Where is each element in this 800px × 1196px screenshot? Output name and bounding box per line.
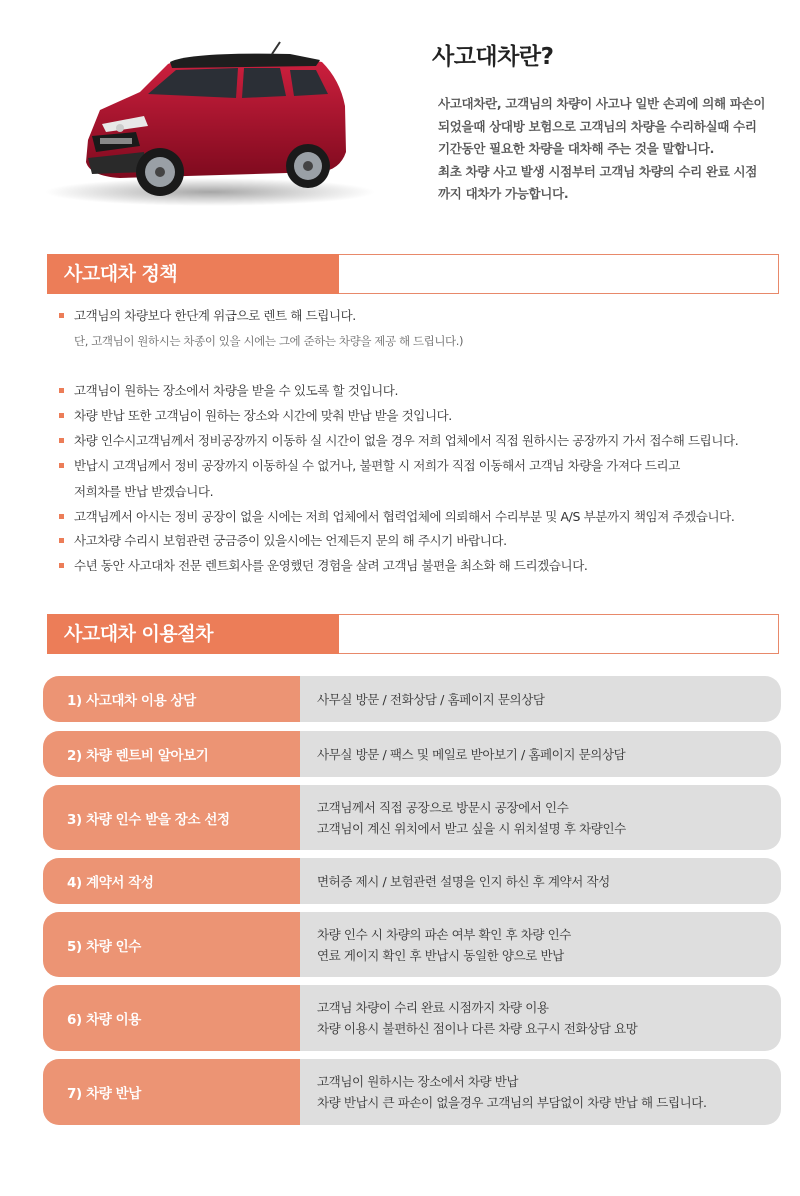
step-desc-line: 고객님 차량이 수리 완료 시점까지 차량 이용 (317, 1000, 549, 1015)
step-description (300, 858, 781, 904)
step-desc-line: 고객님이 원하시는 장소에서 차량 반납 (317, 1074, 519, 1089)
procedure-step-6 (43, 985, 781, 1051)
step-label: 7) 차량 반납 (43, 1059, 300, 1125)
step-desc-line: 차량 반납시 큰 파손이 없을경우 고객님의 부담없이 차량 반납 해 드립니다. (317, 1095, 707, 1110)
intro-description (438, 93, 790, 206)
policy-item: 차량 인수시고객님께서 정비공장까지 이동하 실 시간이 없을 경우 저희 업체에서 직접 원하시는 공장까지 가서 접수해 드립니다. (58, 431, 738, 449)
policy-item: 차량 반납 또한 고객님이 원하는 장소와 시간에 맞춰 반납 받을 것입니다. (58, 406, 452, 424)
step-desc-line: 면허증 제시 / 보험관련 설명을 인지 하신 후 계약서 작성 (317, 873, 610, 889)
procedure-step-3 (43, 785, 781, 850)
policy-item: 반납시 고객님께서 정비 공장까지 이동하실 수 없거나, 불편할 시 저희가 직접 이동해서 고객님 차량을 가져다 드리고 (58, 456, 680, 474)
step-description (300, 1059, 781, 1125)
intro-section (0, 0, 800, 230)
intro-desc-line: 까지 대차가 가능합니다. (438, 186, 569, 201)
policy-item-continued: 저희차를 반납 받겠습니다. (74, 484, 214, 499)
step-desc-line: 고객님이 계신 위치에서 받고 싶을 시 위치설명 후 차량인수 (317, 820, 626, 836)
policy-item: 수년 동안 사고대차 전문 렌트회사를 운영했던 경험을 살려 고객님 불편을 최소화 해 드리겠습니다. (58, 556, 587, 574)
step-label: 6) 차량 이용 (43, 985, 300, 1051)
intro-desc-line: 사고대차란, 고객님의 차량이 사고나 일반 손괴에 의해 파손이 (438, 96, 766, 111)
policy-item: 고객님께서 아시는 정비 공장이 없을 시에는 저희 업체에서 협력업체에 의뢰해서 수리부분 및 A/S 부분까지 책임져 주겠습니다. (58, 507, 734, 525)
policy-section-header (47, 254, 779, 294)
procedure-section-header (47, 614, 779, 654)
step-label: 4) 계약서 작성 (43, 858, 300, 904)
step-label: 1) 사고대차 이용 상담 (43, 676, 300, 722)
step-desc-line: 연료 게이지 확인 후 반납시 동일한 양으로 반납 (317, 947, 564, 963)
policy-item: 고객님의 차량보다 한단계 위급으로 렌트 해 드립니다. (58, 306, 356, 324)
procedure-step-7 (43, 1059, 781, 1125)
policy-item: 고객님이 원하는 장소에서 차량을 받을 수 있도록 할 것입니다. (58, 381, 398, 399)
car-image (40, 40, 380, 210)
intro-title: 사고대차란? (432, 44, 554, 70)
policy-section-title: 사고대차 정책 (47, 254, 339, 294)
step-desc-line: 사무실 방문 / 전화상담 / 홈페이지 문의상담 (317, 691, 545, 707)
procedure-step-5 (43, 912, 781, 977)
step-description (300, 676, 781, 722)
step-label: 5) 차량 인수 (43, 912, 300, 977)
step-description (300, 985, 781, 1051)
step-description (300, 785, 781, 850)
intro-desc-line: 기간동안 필요한 차량을 대차해 주는 것을 말합니다. (438, 141, 715, 156)
step-description (300, 731, 781, 777)
step-description (300, 912, 781, 977)
procedure-step-2 (43, 731, 781, 777)
step-desc-line: 사무실 방문 / 팩스 및 메일로 받아보기 / 홈페이지 문의상담 (317, 746, 626, 762)
procedure-step-4 (43, 858, 781, 904)
step-desc-line: 고객님께서 직접 공장으로 방문시 공장에서 인수 (317, 799, 569, 815)
step-desc-line: 차량 인수 시 차량의 파손 여부 확인 후 차량 인수 (317, 926, 571, 942)
procedure-section-title: 사고대차 이용절차 (47, 614, 339, 654)
intro-desc-line: 최초 차량 사고 발생 시점부터 고객님 차량의 수리 완료 시점 (438, 163, 758, 179)
step-label: 3) 차량 인수 받을 장소 선정 (43, 785, 300, 850)
procedure-step-1 (43, 676, 781, 722)
intro-desc-line: 되었을때 상대방 보험으로 고객님의 차량을 수리하실때 수리 (438, 118, 757, 134)
policy-item-note: 단, 고객님이 원하시는 차종이 있을 시에는 그에 준하는 차량을 제공 해 드립니다.) (74, 334, 464, 348)
policy-item: 사고차량 수리시 보험관련 궁금증이 있을시에는 언제든지 문의 해 주시기 바랍니다. (58, 531, 507, 549)
step-desc-line: 차량 이용시 불편하신 점이나 다른 차량 요구시 전화상담 요망 (317, 1021, 638, 1036)
step-label: 2) 차량 렌트비 알아보기 (43, 731, 300, 777)
